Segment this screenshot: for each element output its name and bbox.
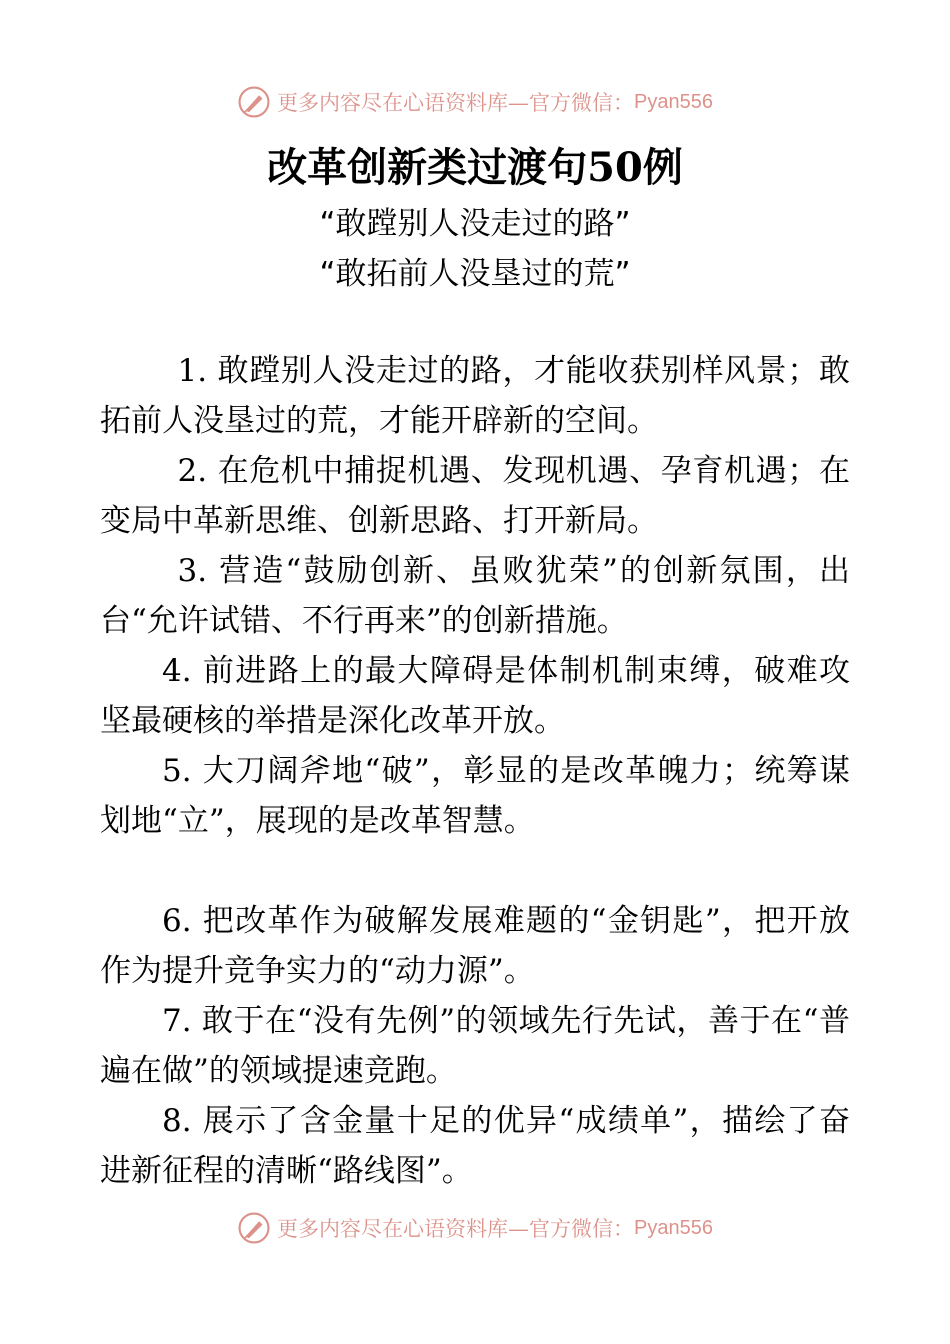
list-item-5: 5. 大刀阔斧地“破”，彰显的是改革魄力；统筹谋划地“立”，展现的是改革智慧。 [100,753,850,839]
watermark-text: 更多内容尽在心语资料库—官方微信： [277,91,635,115]
subtitle-2: “敢拓前人没垦过的荒” [319,256,631,292]
watermark-id: Pyan556 [634,1216,713,1239]
list-item-2: 2. 在危机中捕捉机遇、发现机遇、孕育机遇；在变局中革新思维、创新思路、打开新局。 [100,453,850,539]
list-item-1: 1. 敢蹚别人没走过的路，才能收获别样风景；敢拓前人没垦过的荒，才能开辟新的空间。 [100,353,850,439]
list-item-3: 3. 营造“鼓励创新、虽败犹荣”的创新氛围，出台“允许试错、不行再来”的创新措施。 [100,553,850,639]
watermark-id: Pyan556 [634,90,713,113]
list-item-7: 7. 敢于在“没有先例”的领域先行先试，善于在“普遍在做”的领域提速竞跑。 [100,1003,850,1089]
list-item-4: 4. 前进路上的最大障碍是体制机制束缚，破难攻坚最硬核的举措是深化改革开放。 [100,653,850,739]
pen-logo-icon [237,1211,271,1245]
document-body [100,346,850,1196]
watermark-bottom [0,1206,950,1250]
pen-logo-icon [237,85,271,119]
paragraph-gap [100,846,850,896]
list-item-6: 6. 把改革作为破解发展难题的“金钥匙”，把开放作为提升竞争实力的“动力源”。 [100,903,850,989]
watermark-text: 更多内容尽在心语资料库—官方微信： [277,1217,635,1241]
watermark-top [0,80,950,124]
list-item-8: 8. 展示了含金量十足的优异“成绩单”，描绘了奋进新征程的清晰“路线图”。 [100,1103,850,1189]
page-title: 改革创新类过渡句50例 [267,144,683,191]
subtitle-1: “敢蹚别人没走过的路” [319,206,631,242]
